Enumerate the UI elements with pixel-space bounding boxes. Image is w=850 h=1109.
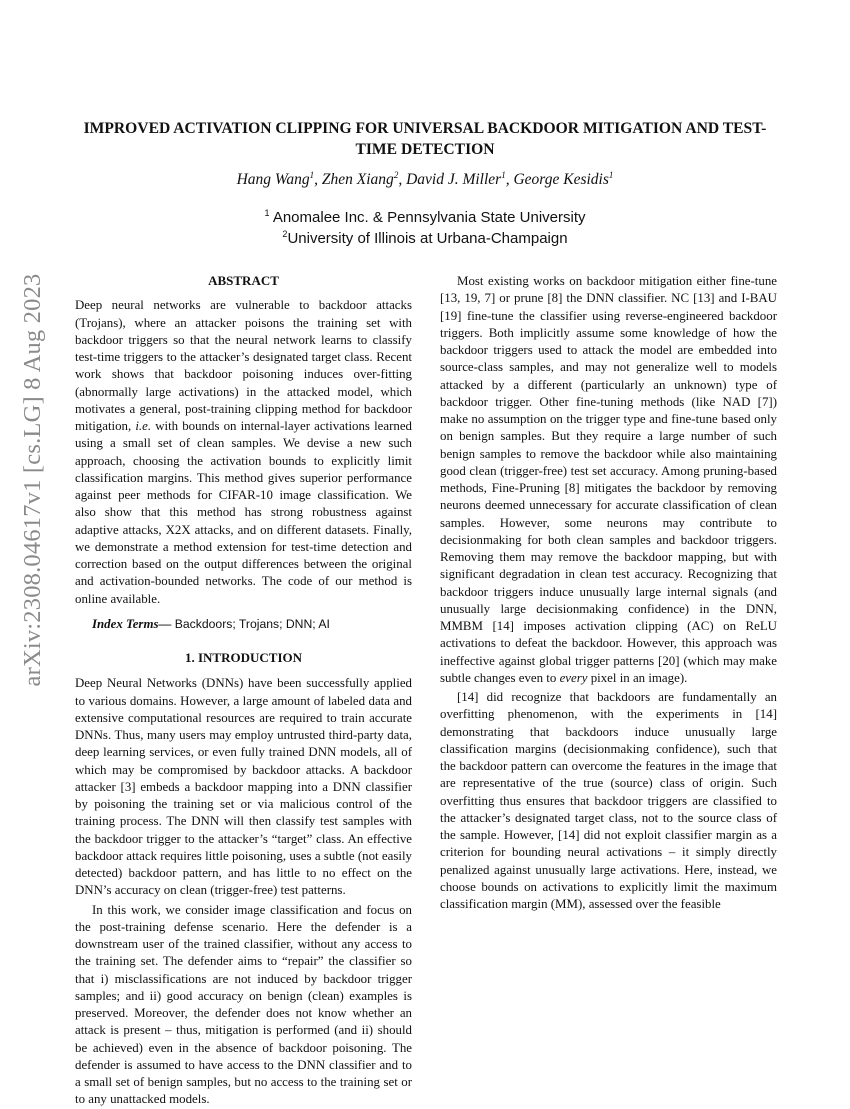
arxiv-identifier-text: arXiv:2308.04617v1 [cs.LG] 8 Aug 2023 xyxy=(19,273,46,687)
author-list xyxy=(70,170,780,190)
affiliation: $^1$ Anomalee Inc. & Pennsylvania State University xyxy=(264,208,586,226)
intro-paragraph-1: Deep Neural Networks (DNNs) have been successfully applied to various domains. However, a large amount of labeled data and extensive computational resources are required to train accurate DNNs. Thus, many users may employ untrusted third-party data, deep learning services, or even fully trained DNN models, all of which may be compromised by backdoor attacks. A backdoor attacker [3] embeds a backdoor mapping into a DNN classifier by poisoning the training set or via malicious control of the training process. The DNN will then classify test samples with the backdoor trigger to the attacker’s “target” class. An effective backdoor attack requires little poisoning, uses a subtle (not easily detected) backdoor pattern, and has little to no effect on the DNN’s accuracy on clean (trigger-free) test patterns. xyxy=(75,676,412,898)
introduction-heading: 1. INTRODUCTION xyxy=(184,650,302,665)
intro-paragraph-3: Most existing works on backdoor mitigation either fine-tune [13, 19, 7] or prune [8] the DNN classifier. NC [13] and I-BAU [19] fine-tune the classifier using reverse-engineered backdoor triggers. Both implicitly assume some knowledge of how the backdoor triggers used to attack the model are embedded into source-class samples, and may not generalize well to models attacked by a different (particularly an unknown) type of backdoor trigger. Other fine-tuning methods (like NAD [7]) make no assumption on the trigger type and fine-tune based only on benign samples. But they require a large number of such benign samples to remove the backdoor while also maintaining good clean (trigger-free) test set accuracy. Among pruning-based methods, Fine-Pruning [8] mitigates the backdoor by removing neurons deemed unnecessary for accurate classification of clean samples. However, some neurons may contribute to decisionmaking for both clean samples and backdoor triggers. Removing them may remove the backdoor mapping, but with significant degradation in clean test accuracy. Recognizing that backdoor triggers induce unusually large internal signals (and unusually large decisionmaking confidence) in the DNN, MMBM [14] imposes activation clipping (AC) on ReLU activations to defeat the backdoor. However, this approach was ineffective against global trigger patterns [20] (which may make subtle changes even to every pixel in an image). xyxy=(440,274,777,685)
index-terms xyxy=(75,616,412,633)
intro-paragraph-2: In this work, we consider image classification and focus on the post-training defense scenario. Here the defender is a downstream user of the trained classifier, without any access to the training set. The defender aims to “repair” the classifier so that i) misclassifications are not induced by backdoor trigger samples; and ii) good accuracy on benign (clean) examples is preserved. Moreover, the defender does not know whether an attack is present – thus, mitigation is performed (and ii) should be achieved) even in the absence of backdoor poisoning. The defender is assumed to have access to the DNN classifier and to a small set of benign samples, but no access to the training set or to any unattacked models. xyxy=(75,902,412,1107)
affiliation: $^2$University of Illinois at Urbana-Champaign xyxy=(282,228,568,247)
author: Zhen Xiang$^2$, xyxy=(321,170,407,188)
paper-title: IMPROVED ACTIVATION CLIPPING FOR UNIVERSAL BACKDOOR MITIGATION AND TEST-TIME DETECTION xyxy=(83,120,767,158)
abstract-body: Deep neural networks are vulnerable to backdoor attacks (Trojans), where an attacker poisons the training set with backdoor triggers so that the neural network learns to classify test-time triggers to the attacker’s designated target class. Recent work shows that backdoor poisoning induces over-fitting (abnormally large activations) in the attacked model, which motivates a general, post-training clipping method for backdoor mitigation, i.e. with bounds on internal-layer activations learned using a small set of clean samples. We devise a new such approach, choosing the activation bounds to explicitly limit classification margins. This method gives superior performance against peer methods for CIFAR-10 image classification. We also show that this method has strong robustness against adaptive attacks, X2X attacks, and on different datasets. Finally, we demonstrate a method extension for test-time detection and correction based on the output differences between the original and activation-bounded networks. The code of our method is online available. xyxy=(75,298,412,606)
intro-paragraph-4: [14] did recognize that backdoors are fundamentally an overfitting phenomenon, with the experiments in [14] demonstrating that backdoors induce unusually large classification margins (decisionmaking confidence), such that the backdoor pattern can overcome the features in the image that are representative of the true (source) class of origin. Such overfitting thus ensures that backdoor triggers are classified to the attacker’s designated target class, not to the source class of the sample. However, [14] did not exploit classifier margin as a criterion for bounding neural activations – it simply directly penalized against unusually large activations. Here, instead, we choose bounds on activations to explicitly limit the maximum classification margin (MM), assessed over the feasible xyxy=(440,690,777,911)
index-terms-value: Backdoors; Trojans; DNN; AI xyxy=(171,616,330,631)
index-terms-label: Index Terms— xyxy=(92,616,172,631)
author: David J. Miller$^1$, xyxy=(406,170,514,188)
arxiv-identifier-stamp xyxy=(8,273,58,687)
left-column xyxy=(75,272,412,1109)
affiliation-list xyxy=(70,208,780,249)
author: George Kesidis$^1$ xyxy=(513,170,614,188)
author: Hang Wang$^1$, xyxy=(236,170,322,188)
right-column xyxy=(440,273,777,913)
abstract-heading: ABSTRACT xyxy=(208,273,279,288)
